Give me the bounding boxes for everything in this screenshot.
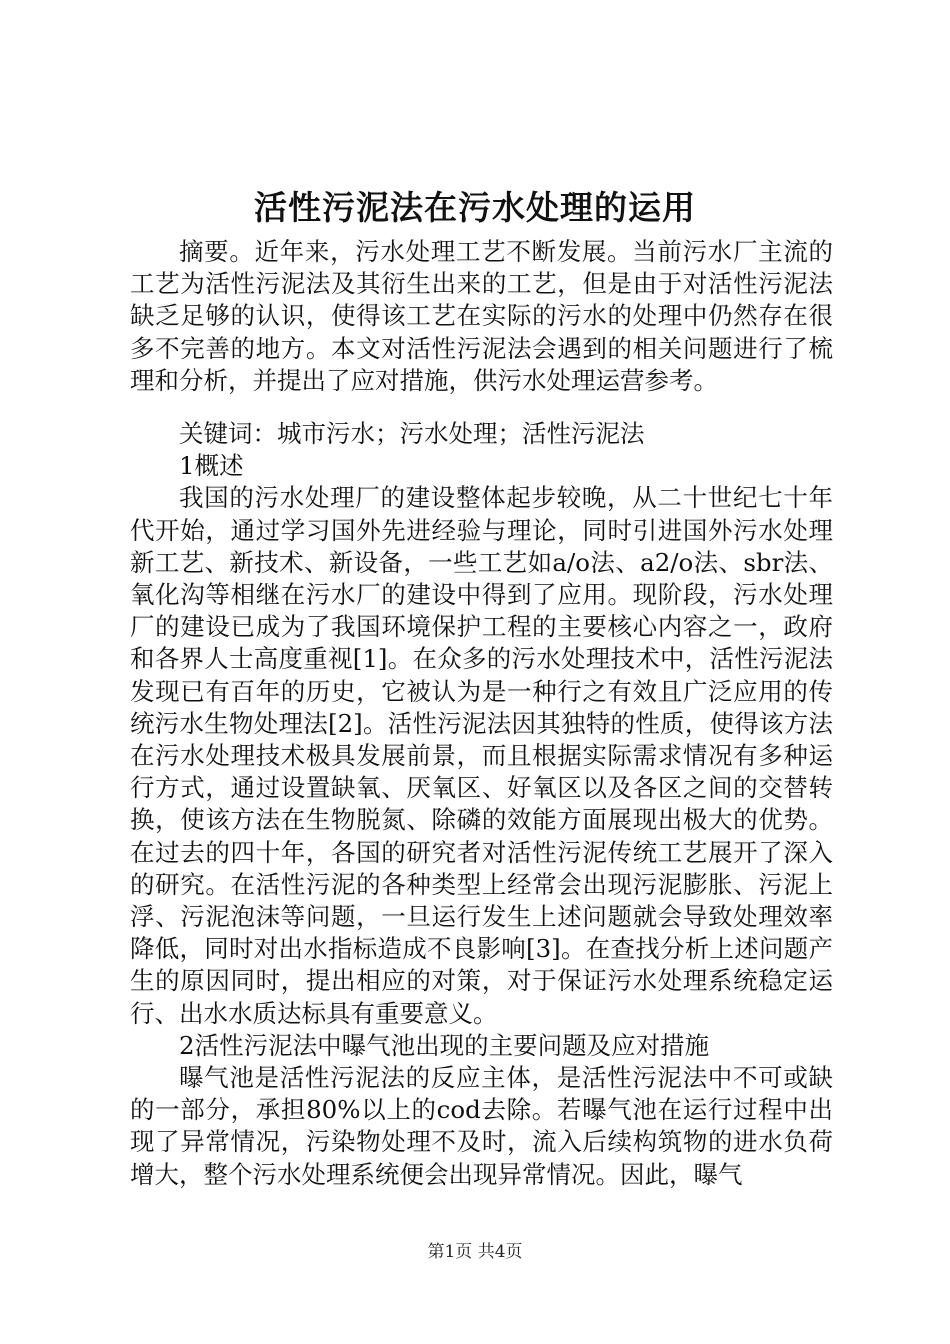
- abstract-paragraph: 摘要。近年来，污水处理工艺不断发展。当前污水厂主流的工艺为活性污泥法及其衍生出来的工艺，但是由于对活性污泥法缺乏足够的认识，使得该工艺在实际的污水的处理中仍然存在很多不完善的地方。本文对活性污泥法会遇到的相关问题进行了梳理和分析，并提出了应对措施，供污水处理运营参考。: [130, 237, 833, 395]
- section-2-heading: 2活性污泥法中曝气池出现的主要问题及应对措施: [179, 1030, 710, 1060]
- document-body: [130, 236, 833, 1191]
- page-footer: [0, 1241, 950, 1263]
- section-1-paragraph: 我国的污水处理厂的建设整体起步较晚，从二十世纪七十年代开始，通过学习国外先进经验与理论，同时引进国外污水处理新工艺、新技术、新设备，一些工艺如a/o法、a2/o法、sbr法、氧化沟等相继在污水厂的建设中得到了应用。现阶段，污水处理厂的建设已成为了我国环境保护工程的主要核心内容之一，政府和各界人士高度重视[1]。在众多的污水处理技术中，活性污泥法发现已有百年的历史，它被认为是一种行之有效且广泛应用的传统污水生物处理法[2]。活性污泥法因其独特的性质，使得该方法在污水处理技术极具发展前景，而且根据实际需求情况有多种运行方式，通过设置缺氧、厌氧区、好氧区以及各区之间的交替转换，使该方法在生物脱氮、除磷的效能方面展现出极大的优势。在过去的四十年，各国的研究者对活性污泥传统工艺展开了深入的研究。在活性污泥的各种类型上经常会出现污泥膨胀、污泥上浮、污泥泡沫等问题，一旦运行发生上述问题就会导致处理效率降低，同时对出水指标造成不良影响[3]。在查找分析上述问题产生的原因同时，提出相应的对策，对于保证污水处理系统稳定运行、出水水质达标具有重要意义。: [130, 483, 833, 1028]
- keywords-line: 关键词：城市污水；污水处理；活性污泥法: [179, 419, 645, 449]
- page-number-label: 第1页 共4页: [427, 1242, 523, 1262]
- section-1-heading: 1概述: [179, 451, 244, 481]
- section-2-paragraph: 曝气池是活性污泥法的反应主体，是活性污泥法中不可或缺的一部分，承担80%以上的cod去除。若曝气池在运行过程中出现了异常情况，污染物处理不及时，流入后续构筑物的进水负荷增大，整个污水处理系统便会出现异常情况。因此，曝气: [130, 1063, 833, 1189]
- document-title: 活性污泥法在污水处理的运用: [254, 188, 696, 227]
